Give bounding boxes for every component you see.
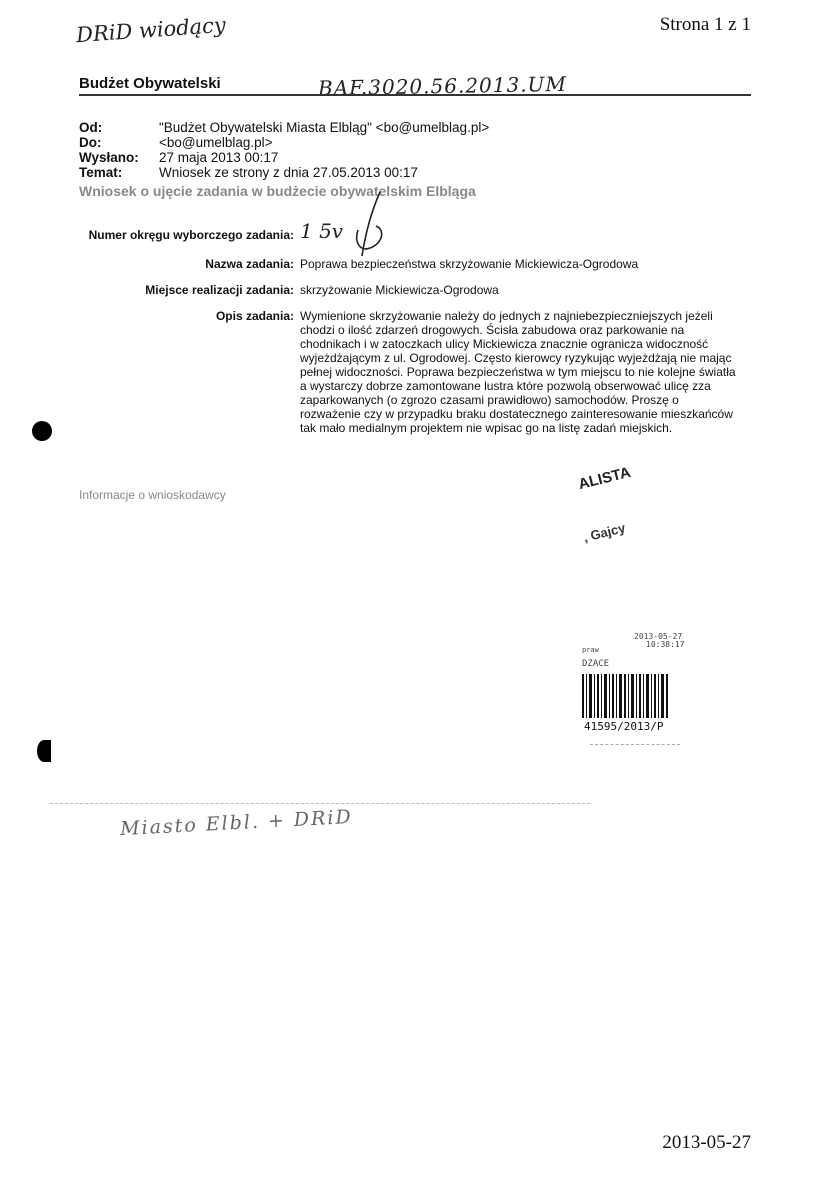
email-subject-label: Temat: bbox=[79, 165, 123, 180]
barcode-icon bbox=[582, 674, 670, 718]
field-label-district: Numer okręgu wyborczego zadania: bbox=[88, 228, 294, 242]
faint-divider bbox=[50, 803, 590, 804]
receipt-prefix: praw bbox=[582, 646, 599, 654]
email-sent-label: Wysłano: bbox=[79, 150, 139, 165]
email-from-row bbox=[79, 120, 489, 135]
email-from-value: "Budżet Obywatelski Miasta Elbląg" <bo@umelblag.pl> bbox=[159, 120, 490, 135]
email-subject-row bbox=[79, 165, 489, 180]
email-sent-value: 27 maja 2013 00:17 bbox=[159, 150, 279, 165]
email-to-row bbox=[79, 135, 489, 150]
official-stamp-title: ALISTA bbox=[576, 463, 633, 494]
form-row-district bbox=[79, 219, 739, 245]
applicant-section-heading: Informacje o wnioskodawcy bbox=[79, 488, 226, 502]
receipt-date: 2013-05-27 bbox=[634, 632, 683, 641]
field-value-location: skrzyżowanie Mickiewicza-Ogrodowa bbox=[300, 283, 499, 297]
page-number: Strona 1 z 1 bbox=[659, 14, 751, 35]
form-row-location bbox=[79, 283, 739, 297]
handwritten-reference-number: BAF.3020.56.2013.UM bbox=[317, 71, 568, 101]
punch-hole-mark bbox=[37, 740, 51, 762]
receipt-dept-label: DZACE bbox=[582, 659, 610, 669]
header-title: Budżet Obywatelski bbox=[79, 75, 221, 92]
email-to-label: Do: bbox=[79, 135, 102, 150]
form-title: Wniosek o ujęcie zadania w budżecie obywatelskim Elbląga bbox=[79, 183, 476, 199]
field-label-task-name: Nazwa zadania: bbox=[205, 257, 294, 271]
receipt-time: 10:38:17 bbox=[646, 640, 685, 649]
field-value-description: Wymienione skrzyżowanie należy do jednych z najniebezpieczniejszych jeżeli chodzi o ilość zdarzeń drogowych. Ścisła zabudowa oraz parkowanie na chodnikach i w zatoczkach ulicy Mickiewicza znacznie ogranicza widoczność wyjeżdżającym z ul. Ogrodowej. Często kierowcy ryzykując wyjeżdżają nie mając pełnej widoczności. Poprawa bezpieczeństwa w tym miejscu to nie kolejne światła a wystarczy dobrze zamontowane lustra które pozwolą obserwować ulicę zza zaparkowanych (o zgrozo czasami prawidłowo) samochodów. Proszę o rozważenie czy w przypadku braku dostatecznego zainteresowanie mieszkańców tak mało medialnym projektem nie wpisac go na listę zadań miejskich. bbox=[300, 309, 736, 435]
page-date-stamp: 2013-05-27 bbox=[662, 1132, 751, 1153]
email-subject-value: Wniosek ze strony z dnia 27.05.2013 00:17 bbox=[159, 165, 418, 180]
email-from-label: Od: bbox=[79, 120, 103, 135]
handwritten-note-top: DRiD wiodący bbox=[75, 12, 227, 48]
signature-mark bbox=[352, 190, 392, 260]
official-stamp-name: , Gajcy bbox=[581, 520, 627, 545]
form-row-description bbox=[79, 309, 739, 435]
handwritten-district-number: 1 5v bbox=[300, 219, 344, 243]
field-value-task-name: Poprawa bezpieczeństwa skrzyżowanie Mickiewicza-Ogrodowa bbox=[300, 257, 639, 271]
application-form bbox=[79, 219, 739, 447]
receipt-dashed-line bbox=[590, 744, 680, 745]
field-label-location: Miejsce realizacji zadania: bbox=[145, 283, 294, 297]
handwritten-note-bottom: Miasto Elbl. + DRiD bbox=[119, 805, 354, 841]
header-divider bbox=[79, 94, 751, 96]
email-meta bbox=[79, 120, 489, 180]
field-label-description: Opis zadania: bbox=[215, 309, 294, 323]
form-row-task-name bbox=[79, 257, 739, 271]
punch-hole-mark bbox=[32, 421, 52, 441]
email-to-value: <bo@umelblag.pl> bbox=[159, 135, 273, 150]
email-sent-row bbox=[79, 150, 489, 165]
receipt-code: 41595/2013/P bbox=[584, 720, 664, 733]
